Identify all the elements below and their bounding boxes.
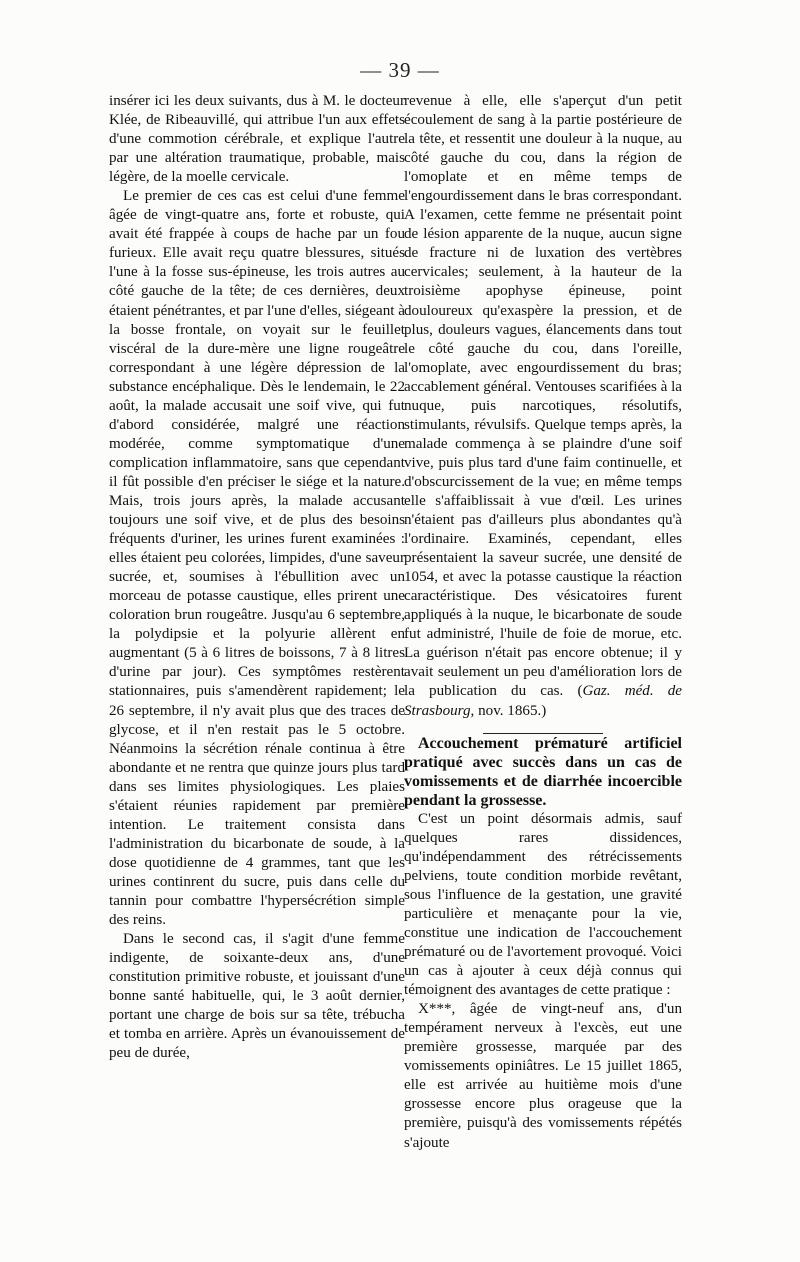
page-number: — 39 — (360, 58, 440, 82)
paragraph: Le premier de ces cas est celui d'une femme âgée de vingt-quatre ans, forte et robuste, qui avait été frappée à coups de hache par un fou furieux. Elle avait reçu quatre blessures, situés l'une à la fosse sus-épineuse, les trois autres au côté gauche de la tête; de ces dernières, deux étaient pénétrantes, et par l'une d'elles, siégeant à la bosse frontale, on voyait sur le feuillet viscéral de la dure-mère une ligne rougeâtre correspondant à une légère dépression de la substance encéphalique. Dès le lendemain, le 22 août, la malade accusait une soif vive, qui fut d'abord considérée, malgré une réaction modérée, comme symptomatique d'une complication inflammatoire, sans que cependant il fût possible d'en préciser le siége et la nature. Mais, trois jours après, la malade accusant toujours une soif vive, et de plus des besoins fréquents d'uriner, les urines furent examinées : elles étaient peu colorées, limpides, d'une saveur sucrée, et, soumises à l'ébullition avec un morceau de potasse caustique, elles prirent une coloration brun rougeâtre. Jusqu'au 6 septembre, la polydipsie et la polyurie allèrent en augmentant (5 à 6 litres de boissons, 7 à 8 litres d'urine par jour). Ces symptômes restèrent stationnaires, puis s'amendèrent rapidement; le 26 septembre, il n'y avait plus que des traces de glycose, et il n'en restait pas le 5 octobre. Néanmoins la sécrétion rénale continua à être abondante et ne rentra que quinze jours plus tard dans ses limites physiologiques. Les plaies s'étaient réunies rapidement par première intention. Le traitement consista dans l'administration du bicarbonate de soude, à la dose quotidienne de 4 grammes, tant que les urines continrent du sucre, puis dans celle du tannin pour combattre l'hypersécrétion simple des reins. (109, 188, 405, 929)
citation-date: , nov. 1865.) (470, 702, 547, 719)
left-column (109, 92, 405, 1063)
paragraph-text: revenue à elle, elle s'aperçut d'un petit écoulement de sang à la partie postérieure de la tête, et ressentit une douleur à la nuque, au côté gauche du cou, dans la région de l'omoplate et en même temps de l'engourdissement dans le bras correspondant. A l'examen, cette femme ne présentait point de lésion apparente de la nuque, aucun signe de fracture ni de luxation des vertèbres cervicales; seulement, à la hauteur de la troisième apophyse épineuse, point douloureux qu'exaspère la pression, et de plus, douleurs vagues, élancements dans tout le côté gauche du cou, dans l'oreille, l'omoplate, avec engourdissement du bras; accablement général. Ventouses scarifiées à la nuque, puis narcotiques, résolutifs, stimulants, révulsifs. Quelque temps après, la malade commença à se plaindre d'une soif vive, puis plus tard d'une faim continuelle, et d'obscurcissement de la vue; en même temps elle s'affaiblissait à vue d'œil. Les urines n'étaient pas d'ailleurs plus abondantes qu'à l'ordinaire. Examinés, cependant, elles présentaient la saveur sucrée, une densité de 1054, et avec la potasse caustique la réaction caractéristique. Des vésicatoires furent appliqués à la nuque, le bicarbonate de soude fut administré, l'huile de foie de morue, etc. La guérison n'était pas encore obtenue; il y avait seulement un peu d'amélioration lors de la publication du cas. (404, 93, 682, 700)
paragraph: insérer ici les deux suivants, dus à M. le docteur Klée, de Ribeauvillé, qui attribue l'un aux effets d'une commotion cérébrale, et explique l'autre par une altération traumatique, probable, mais légère, de la moelle cervicale. (109, 93, 405, 186)
paragraph: X***, âgée de vingt-neuf ans, d'un tempérament nerveux à l'excès, eut une première grossesse, marquée par des vomissements opiniâtres. Le 15 juillet 1865, elle est arrivée au huitième mois d'une grossesse encore plus orageuse que la première, puisqu'à des vomissements répétés s'ajoute (404, 1001, 682, 1151)
paragraph (404, 92, 682, 721)
right-column (404, 92, 682, 1153)
paragraph: Dans le second cas, il s'agit d'une femme indigente, de soixante-deux ans, d'une constitution primitive robuste, et jouissant d'une bonne santé habituelle, qui, le 3 août dernier, portant une charge de bois sur sa tête, trébucha et tomba en arrière. Après un évanouissement de peu de durée, (109, 931, 405, 1062)
section-title: Accouchement prématuré artificiel pratiqué avec succès dans un cas de vomissements et de diarrhée incoercible pendant la grossesse. (404, 734, 682, 809)
citation-open: ( (577, 683, 583, 700)
citation-journal: Gaz. méd. de Strasbourg (404, 683, 682, 719)
paragraph: C'est un point désormais admis, sauf quelques rares dissidences, qu'indépendamment des rétrécissements pelviens, toute condition morbide revêtant, sous l'influence de la gestation, une gravité particulière et menaçante pour la vie, constitue une indication de l'accouchement prématuré ou de l'avortement provoqué. Voici un cas à ajouter à ceux déjà connus qui témoignent des avantages de cette pratique : (404, 810, 682, 999)
